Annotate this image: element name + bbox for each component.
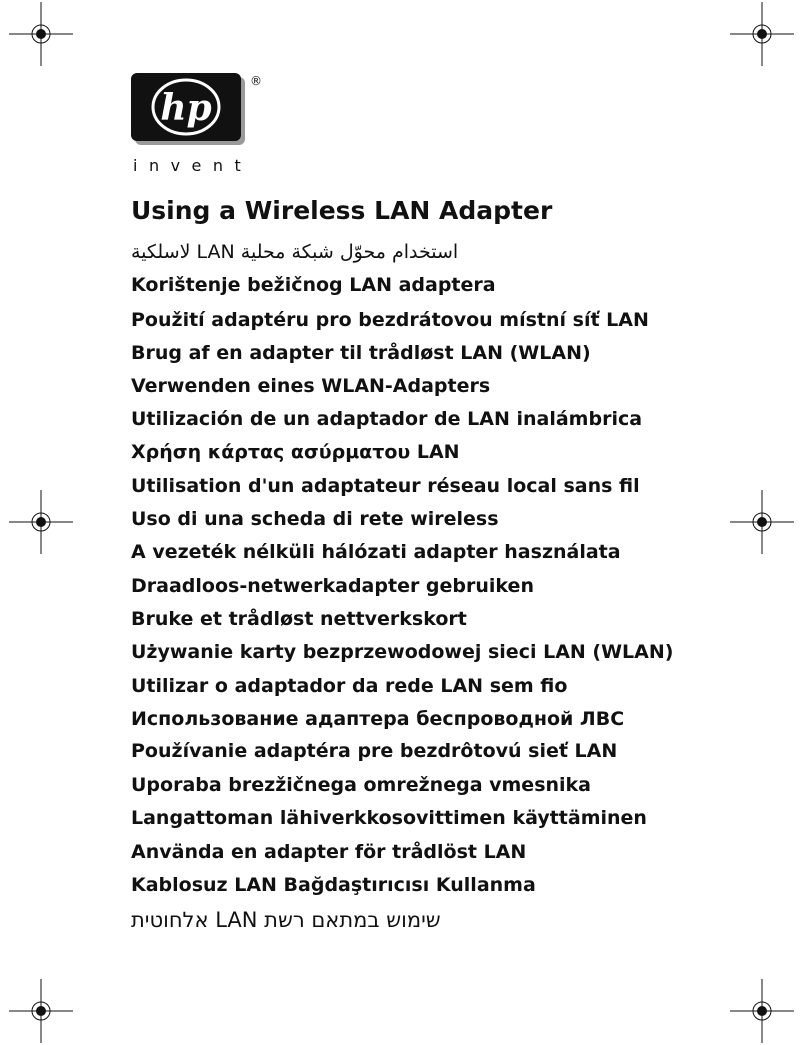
title-german: Verwenden eines WLAN-Adapters: [131, 375, 491, 397]
hp-logo-text: hp: [160, 87, 212, 129]
title-portuguese: Utilizar o adaptador da rede LAN sem fio: [131, 675, 568, 697]
registration-mark-mid-left-icon: [9, 490, 73, 554]
title-turkish: Kablosuz LAN Bağdaştırıcısı Kullanma: [131, 874, 536, 896]
title-polish: Używanie karty bezprzewodowej sieci LAN (WLAN): [131, 641, 674, 663]
title-slovenian: Uporaba brezžičnega omrežnega vmesnika: [131, 774, 591, 796]
title-italian: Uso di una scheda di rete wireless: [131, 508, 499, 530]
hp-logo: [131, 73, 245, 145]
title-swedish: Använda en adapter för trådlöst LAN: [131, 841, 527, 863]
title-hebrew: שימוש במתאם רשת LAN אלחוטית: [131, 908, 441, 932]
registration-mark-mid-right-icon: [730, 490, 794, 554]
title-greek: Χρήση κάρτας ασύρματου LAN: [131, 441, 460, 463]
title-norwegian: Bruke et trådløst nettverkskort: [131, 608, 467, 630]
title-hungarian: A vezeték nélküli hálózati adapter használata: [131, 541, 621, 563]
title-croatian: Korištenje bežičnog LAN adaptera: [131, 274, 496, 296]
title-slovak: Používanie adaptéra pre bezdrôtovú sieť LAN: [131, 740, 618, 762]
title-danish: Brug af en adapter til trådløst LAN (WLAN): [131, 342, 591, 364]
registration-mark-bottom-left-icon: [9, 979, 73, 1043]
registration-mark-top-right-icon: [730, 2, 794, 66]
registered-mark: ®: [250, 74, 262, 88]
title-finnish: Langattoman lähiverkkosovittimen käyttäminen: [131, 807, 647, 829]
tagline: invent: [133, 156, 253, 175]
title-spanish: Utilización de un adaptador de LAN inalámbrica: [131, 408, 643, 430]
title-russian: Использование адаптера беспроводной ЛВС: [131, 708, 625, 730]
registration-mark-top-left-icon: [9, 2, 73, 66]
title-czech: Použití adaptéru pro bezdrátovou místní síť LAN: [131, 309, 649, 331]
page-title: Using a Wireless LAN Adapter: [131, 196, 553, 225]
registration-mark-bottom-right-icon: [730, 979, 794, 1043]
title-arabic: استخدام محوّل شبكة محلية LAN لاسلكية: [131, 241, 459, 263]
title-french: Utilisation d'un adaptateur réseau local sans fil: [131, 475, 640, 497]
title-dutch: Draadloos-netwerkadapter gebruiken: [131, 575, 534, 597]
